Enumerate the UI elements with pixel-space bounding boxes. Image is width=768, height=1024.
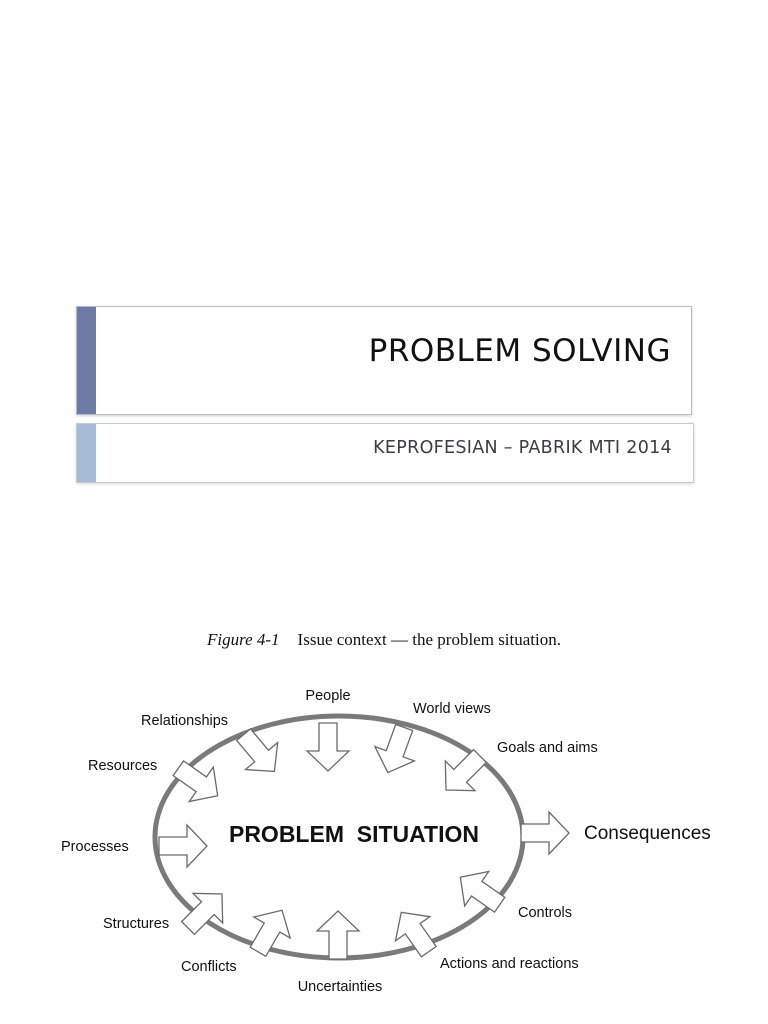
subtitle-accent-bar bbox=[77, 424, 96, 482]
label-people: People bbox=[305, 688, 351, 704]
label-world-views: World views bbox=[413, 701, 491, 717]
label-conflicts: Conflicts bbox=[181, 959, 237, 975]
figure-number: Figure 4-1 bbox=[206, 630, 280, 649]
arrow-goals bbox=[431, 741, 495, 805]
label-consequences: Consequences bbox=[584, 823, 711, 844]
center-label: PROBLEM SITUATION bbox=[228, 821, 480, 847]
title-placeholder bbox=[76, 306, 692, 415]
label-goals: Goals and aims bbox=[497, 740, 598, 756]
problem-situation-diagram bbox=[0, 660, 768, 1024]
slide-subtitle: KEPROFESIAN – PABRIK MTI 2014 bbox=[373, 438, 672, 458]
title-accent-bar bbox=[77, 307, 96, 414]
figure-caption-text: Issue context — the problem situation. bbox=[297, 630, 561, 649]
arrow-processes bbox=[159, 825, 207, 867]
label-processes: Processes bbox=[61, 839, 129, 855]
label-actions: Actions and reactions bbox=[440, 956, 579, 972]
subtitle-placeholder bbox=[76, 423, 694, 483]
label-uncertainties: Uncertainties bbox=[297, 979, 383, 995]
arrow-consequences bbox=[521, 812, 569, 854]
arrow-people bbox=[307, 723, 349, 771]
arrow-uncertainties bbox=[317, 911, 359, 959]
slide-title: PROBLEM SOLVING bbox=[368, 333, 671, 369]
label-resources: Resources bbox=[88, 758, 158, 774]
arrow-relationships bbox=[227, 721, 290, 785]
label-controls: Controls bbox=[518, 905, 572, 921]
label-structures: Structures bbox=[103, 916, 170, 932]
label-relationships: Relationships bbox=[141, 713, 229, 729]
figure-caption bbox=[0, 630, 768, 650]
